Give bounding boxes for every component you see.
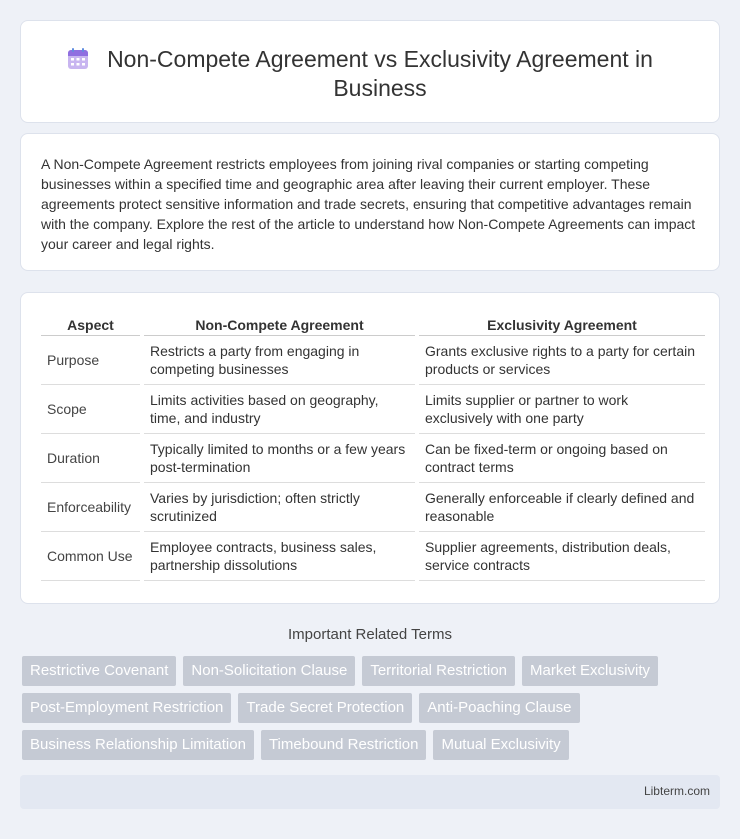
table-row [41, 434, 705, 483]
table-header-row [41, 313, 705, 336]
term-tag[interactable]: Trade Secret Protection [238, 693, 412, 723]
term-tag[interactable]: Non-Solicitation Clause [183, 656, 355, 686]
footer [20, 775, 720, 809]
term-tag[interactable]: Anti-Poaching Clause [419, 693, 579, 723]
table-cell: Supplier agreements, distribution deals, service contracts [419, 532, 705, 581]
column-header: Aspect [41, 313, 140, 336]
term-tag[interactable]: Restrictive Covenant [22, 656, 176, 686]
table-cell: Restricts a party from engaging in competing businesses [144, 336, 415, 385]
intro-card [20, 133, 720, 271]
table-cell: Limits supplier or partner to work exclusively with one party [419, 385, 705, 434]
term-tag[interactable]: Business Relationship Limitation [22, 730, 254, 760]
table-cell: Limits activities based on geography, time, and industry [144, 385, 415, 434]
page-title: Non-Compete Agreement vs Exclusivity Agreement in Business [107, 46, 653, 101]
table-cell: Employee contracts, business sales, partnership dissolutions [144, 532, 415, 581]
term-tag[interactable]: Mutual Exclusivity [433, 730, 568, 760]
comparison-table-card [20, 292, 720, 604]
term-tag[interactable]: Market Exclusivity [522, 656, 658, 686]
aspect-cell: Purpose [41, 336, 140, 385]
aspect-cell: Scope [41, 385, 140, 434]
term-tag[interactable]: Post-Employment Restriction [22, 693, 231, 723]
footer-site-link[interactable]: Libterm.com [643, 784, 710, 798]
table-row [41, 336, 705, 385]
column-header: Exclusivity Agreement [419, 313, 705, 336]
intro-paragraph: A Non-Compete Agreement restricts employees from joining rival companies or starting competing businesses within a specified time and geographic area after leaving their current employer. These agreements protect sensitive information and trade secrets, ensuring that competitive advantages remain with the company. Explore the rest of the article to understand how Non-Compete Agreements can impact your career and legal rights. [41, 156, 696, 252]
table-row [41, 385, 705, 434]
table-row [41, 532, 705, 581]
related-terms-heading: Important Related Terms [288, 626, 452, 643]
aspect-cell: Duration [41, 434, 140, 483]
comparison-table [37, 313, 709, 581]
term-tag[interactable]: Territorial Restriction [362, 656, 515, 686]
table-cell: Typically limited to months or a few years post-termination [144, 434, 415, 483]
column-header: Non-Compete Agreement [144, 313, 415, 336]
table-cell: Can be fixed-term or ongoing based on contract terms [419, 434, 705, 483]
table-cell: Grants exclusive rights to a party for certain products or services [419, 336, 705, 385]
term-tag[interactable]: Timebound Restriction [261, 730, 427, 760]
table-row [41, 483, 705, 532]
aspect-cell: Common Use [41, 532, 140, 581]
aspect-cell: Enforceability [41, 483, 140, 532]
title-card [20, 20, 720, 123]
table-cell: Varies by jurisdiction; often strictly scrutinized [144, 483, 415, 532]
table-cell: Generally enforceable if clearly defined and reasonable [419, 483, 705, 532]
related-terms-list [22, 656, 722, 760]
